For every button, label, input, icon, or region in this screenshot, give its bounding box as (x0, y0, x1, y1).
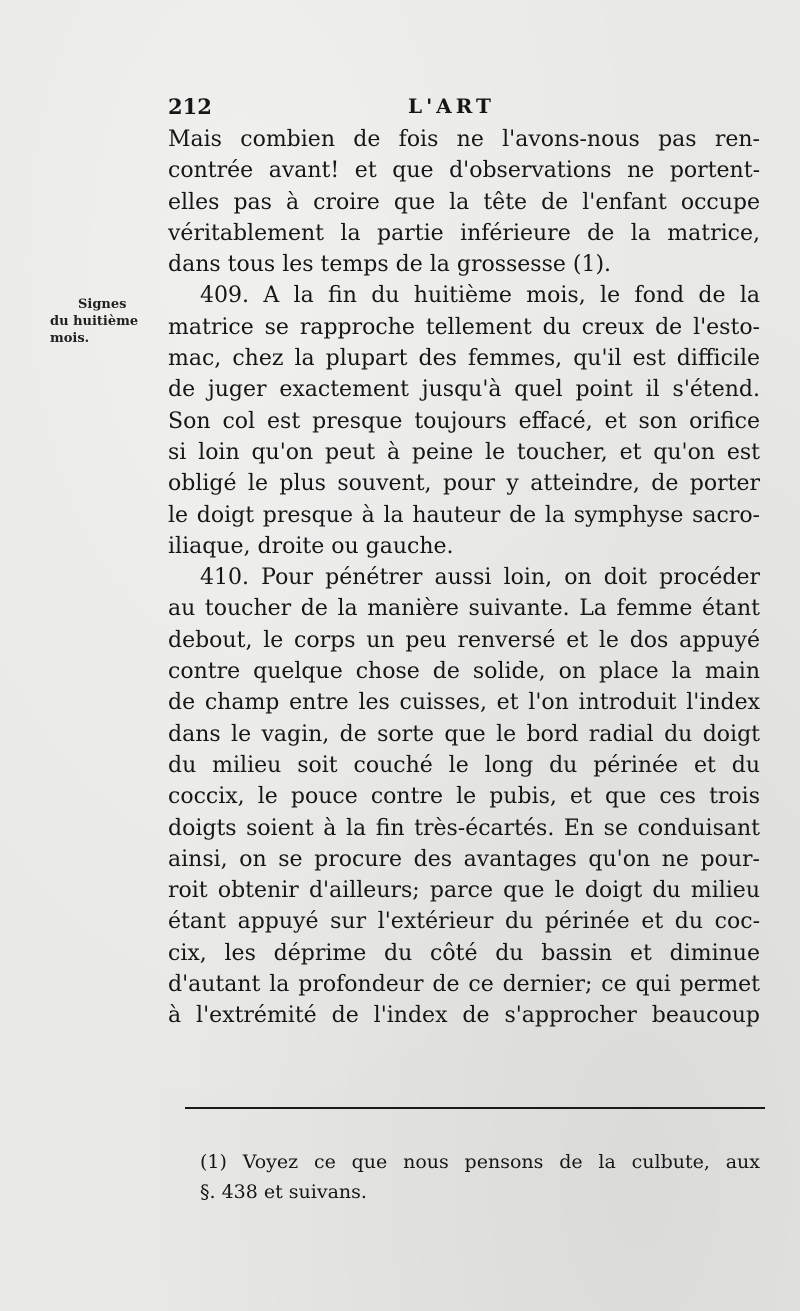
text-line: 409. A la fin du huitième mois, le fond de la (200, 283, 760, 309)
text-line: doigts soient à la fin très-écartés. En se conduisant (168, 815, 760, 841)
text-line: cix, les déprime du côté du bassin et diminue (168, 940, 760, 966)
text-line: de champ entre les cuisses, et l'on introduit l'index (168, 690, 760, 716)
margin-note-line: du huitième (50, 314, 139, 329)
text-line: roit obtenir d'ailleurs; parce que le doigt du milieu (168, 878, 760, 904)
text-line: le doigt presque à la hauteur de la symphyse sacro- (168, 502, 760, 528)
page-header (168, 94, 728, 124)
margin-note-line: Signes (78, 297, 127, 312)
text-line: contre quelque chose de solide, on place la main (168, 659, 760, 685)
running-title: L'ART (408, 94, 495, 118)
text-line: de juger exactement jusqu'à quel point il s'étend. (168, 377, 760, 403)
text-line: debout, le corps un peu renversé et le dos appuyé (168, 627, 760, 653)
footnote-rule (185, 1107, 765, 1109)
text-line: elles pas à croire que la tête de l'enfant occupe (168, 189, 760, 215)
text-line: étant appuyé sur l'extérieur du périnée et du coc- (168, 909, 760, 935)
text-line: 410. Pour pénétrer aussi loin, on doit procéder (200, 565, 760, 591)
margin-note (50, 296, 168, 347)
footnote (200, 1147, 760, 1207)
text-line: du milieu soit couché le long du périnée et du (168, 752, 760, 778)
text-line: contrée avant! et que d'observations ne portent- (168, 158, 760, 184)
margin-note-line: mois. (50, 331, 90, 346)
text-line: Mais combien de fois ne l'avons-nous pas ren- (168, 127, 760, 152)
text-line: dans le vagin, de sorte que le bord radial du doigt (168, 721, 760, 747)
text-line: Son col est presque toujours effacé, et son orifice (168, 408, 760, 434)
footnote-line: (1) Voyez ce que nous pensons de la culbute, aux (200, 1151, 760, 1173)
text-line: matrice se rapproche tellement du creux de l'esto- (168, 314, 760, 340)
text-line: véritablement la partie inférieure de la matrice, (168, 220, 760, 246)
text-line: obligé le plus souvent, pour y atteindre, de porter (168, 471, 760, 497)
footnote-line: §. 438 et suivans. (200, 1181, 367, 1203)
text-line: mac, chez la plupart des femmes, qu'il est difficile (168, 346, 760, 372)
text-line: iliaque, droite ou gauche. (168, 533, 454, 559)
text-line: si loin qu'on peut à peine le toucher, et qu'on est (168, 439, 760, 465)
text-line: ainsi, on se procure des avantages qu'on ne pour- (168, 846, 760, 872)
body-text (168, 124, 760, 1032)
page-number: 212 (168, 94, 212, 119)
text-line: coccix, le pouce contre le pubis, et que ces trois (168, 784, 760, 810)
text-line: à l'extrémité de l'index de s'approcher beaucoup (168, 1003, 760, 1029)
text-line: dans tous les temps de la grossesse (1). (168, 252, 612, 278)
text-line: au toucher de la manière suivante. La femme étant (168, 596, 760, 622)
text-line: d'autant la profondeur de ce dernier; ce qui permet (168, 972, 760, 998)
